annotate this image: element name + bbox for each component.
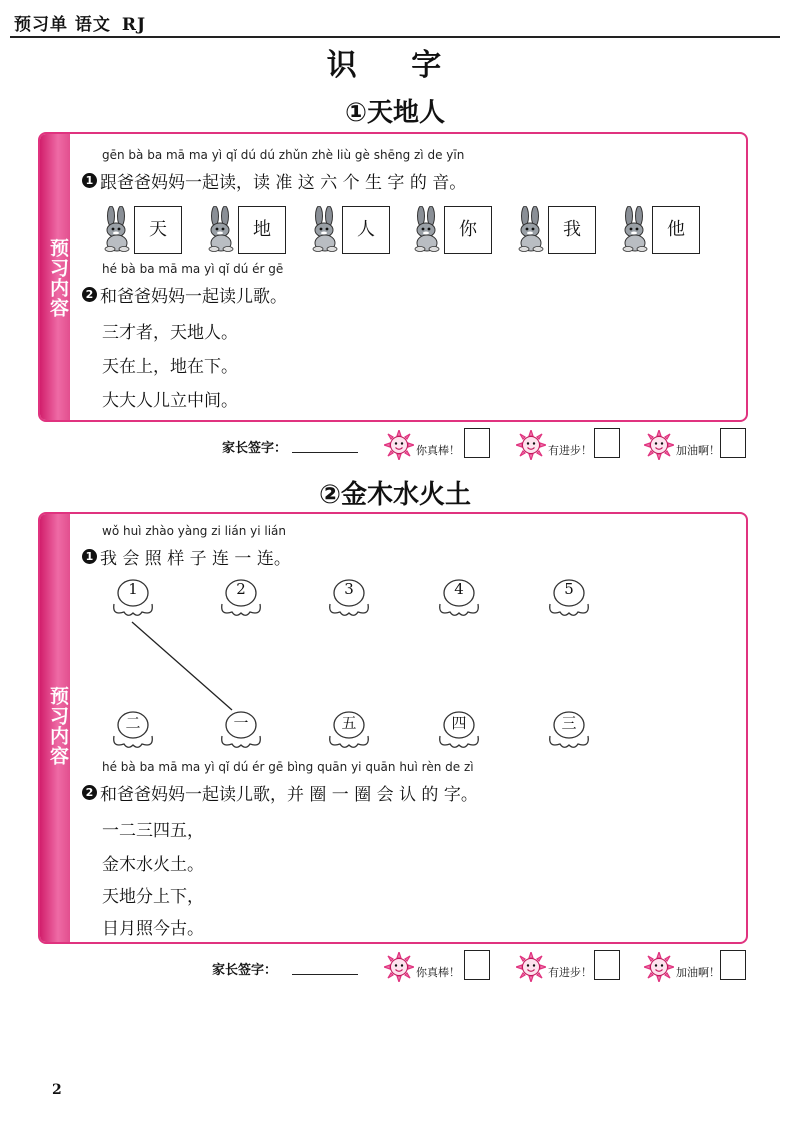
flower-label: 3 bbox=[344, 580, 354, 598]
book-series: 预习单 语文 bbox=[14, 15, 111, 35]
s1-q1-number: 1 bbox=[82, 173, 97, 188]
praise-great-checkbox[interactable] bbox=[464, 428, 490, 458]
s1-q1-prompt bbox=[82, 168, 466, 193]
s1-q2-pinyin: hé bà ba mā ma yì qǐ dú ér gē bbox=[102, 262, 284, 276]
rabbit-icon bbox=[100, 206, 134, 252]
section1-title: ①天地人 bbox=[344, 98, 445, 128]
sun-face-icon bbox=[644, 952, 674, 982]
character-card: 人 bbox=[342, 206, 390, 254]
sun-face-icon bbox=[384, 430, 414, 460]
praise-keep-going-checkbox[interactable] bbox=[720, 950, 746, 980]
s2-q1-pinyin: wǒ huì zhào yàng zi lián yi lián bbox=[102, 524, 287, 538]
page-title: 识 字 bbox=[326, 48, 464, 83]
flower-label: 五 bbox=[341, 714, 357, 732]
rabbit-icon bbox=[308, 206, 342, 252]
sun-face-icon bbox=[644, 430, 674, 460]
sun-face-icon bbox=[516, 430, 546, 460]
page-number: 2 bbox=[52, 1082, 62, 1098]
s1-q2-text: 和爸爸妈妈一起读儿歌。 bbox=[100, 287, 287, 307]
flower-label: 1 bbox=[128, 580, 138, 598]
parent-signature-field[interactable] bbox=[292, 974, 358, 975]
s1-q2-prompt bbox=[82, 282, 287, 307]
flower-label: 一 bbox=[233, 714, 249, 732]
sun-face-icon bbox=[384, 952, 414, 982]
praise-progress: 有进步！ bbox=[548, 966, 592, 979]
flower-label: 2 bbox=[236, 580, 246, 598]
section1-sign-row bbox=[0, 428, 790, 464]
s1-q1-pinyin: gēn bà ba mā ma yì qǐ dú dú zhǔn zhè liù gè shēng zì de yīn bbox=[102, 148, 465, 162]
s2-q2-prompt bbox=[82, 780, 478, 805]
praise-progress-checkbox[interactable] bbox=[594, 950, 620, 980]
section2-card bbox=[38, 512, 748, 944]
s2-q2-number: 2 bbox=[82, 785, 97, 800]
s2-q2-text: 和爸爸妈妈一起读儿歌，并 圈 一 圈 会 认 的 字。 bbox=[100, 785, 478, 805]
section2-sign-row bbox=[0, 950, 790, 986]
sun-face-icon bbox=[516, 952, 546, 982]
praise-keep-going: 加油啊！ bbox=[676, 444, 720, 457]
example-connection-line bbox=[40, 514, 746, 942]
character-card: 我 bbox=[548, 206, 596, 254]
s2-poem-line: 金木水火土。 bbox=[102, 855, 204, 875]
parent-signature-field[interactable] bbox=[292, 452, 358, 453]
s1-q1-text: 跟爸爸妈妈一起读，读 准 这 六 个 生 字 的 音。 bbox=[100, 173, 467, 193]
praise-keep-going-checkbox[interactable] bbox=[720, 428, 746, 458]
character-card: 他 bbox=[652, 206, 700, 254]
book-edition: RJ bbox=[121, 15, 147, 35]
s2-q1-text: 我 会 照 样 子 连 一 连。 bbox=[100, 549, 291, 569]
s2-poem-line: 天地分上下， bbox=[102, 887, 204, 907]
rabbit-icon bbox=[204, 206, 238, 252]
header-divider bbox=[10, 36, 780, 38]
s1-poem-line: 大大人儿立中间。 bbox=[102, 391, 238, 411]
rabbit-icon bbox=[410, 206, 444, 252]
flower-label: 4 bbox=[454, 580, 464, 598]
s2-poem-line: 日月照今古。 bbox=[102, 919, 204, 939]
flower-label: 三 bbox=[561, 714, 577, 732]
flower-label: 四 bbox=[451, 714, 467, 732]
praise-progress: 有进步！ bbox=[548, 444, 592, 457]
s1-q2-number: 2 bbox=[82, 287, 97, 302]
s2-q1-number: 1 bbox=[82, 549, 97, 564]
s1-poem-line: 天在上，地在下。 bbox=[102, 357, 238, 377]
section1-sidebar bbox=[40, 134, 70, 420]
praise-great: 你真棒！ bbox=[416, 966, 460, 979]
section1-card bbox=[38, 132, 748, 422]
flower-label: 5 bbox=[564, 580, 574, 598]
s2-poem-line: 一二三四五， bbox=[102, 821, 204, 841]
parent-signature-label: 家长签字： bbox=[212, 963, 278, 978]
praise-great-checkbox[interactable] bbox=[464, 950, 490, 980]
s1-poem-line: 三才者，天地人。 bbox=[102, 323, 238, 343]
section1-sidebar-label: 预习内容 bbox=[47, 238, 69, 318]
section2-sidebar-label: 预习内容 bbox=[47, 686, 69, 766]
s2-q2-pinyin: hé bà ba mā ma yì qǐ dú ér gē bìng quān yi quān huì rèn de zì bbox=[102, 760, 474, 774]
praise-progress-checkbox[interactable] bbox=[594, 428, 620, 458]
praise-keep-going: 加油啊！ bbox=[676, 966, 720, 979]
character-card: 天 bbox=[134, 206, 182, 254]
rabbit-icon bbox=[618, 206, 652, 252]
section2-title: ②金木水火土 bbox=[318, 480, 471, 510]
character-card: 你 bbox=[444, 206, 492, 254]
book-header bbox=[14, 10, 146, 35]
rabbit-icon bbox=[514, 206, 548, 252]
praise-great: 你真棒！ bbox=[416, 444, 460, 457]
character-card: 地 bbox=[238, 206, 286, 254]
flower-label: 二 bbox=[125, 714, 141, 732]
parent-signature-label: 家长签字： bbox=[222, 441, 288, 456]
